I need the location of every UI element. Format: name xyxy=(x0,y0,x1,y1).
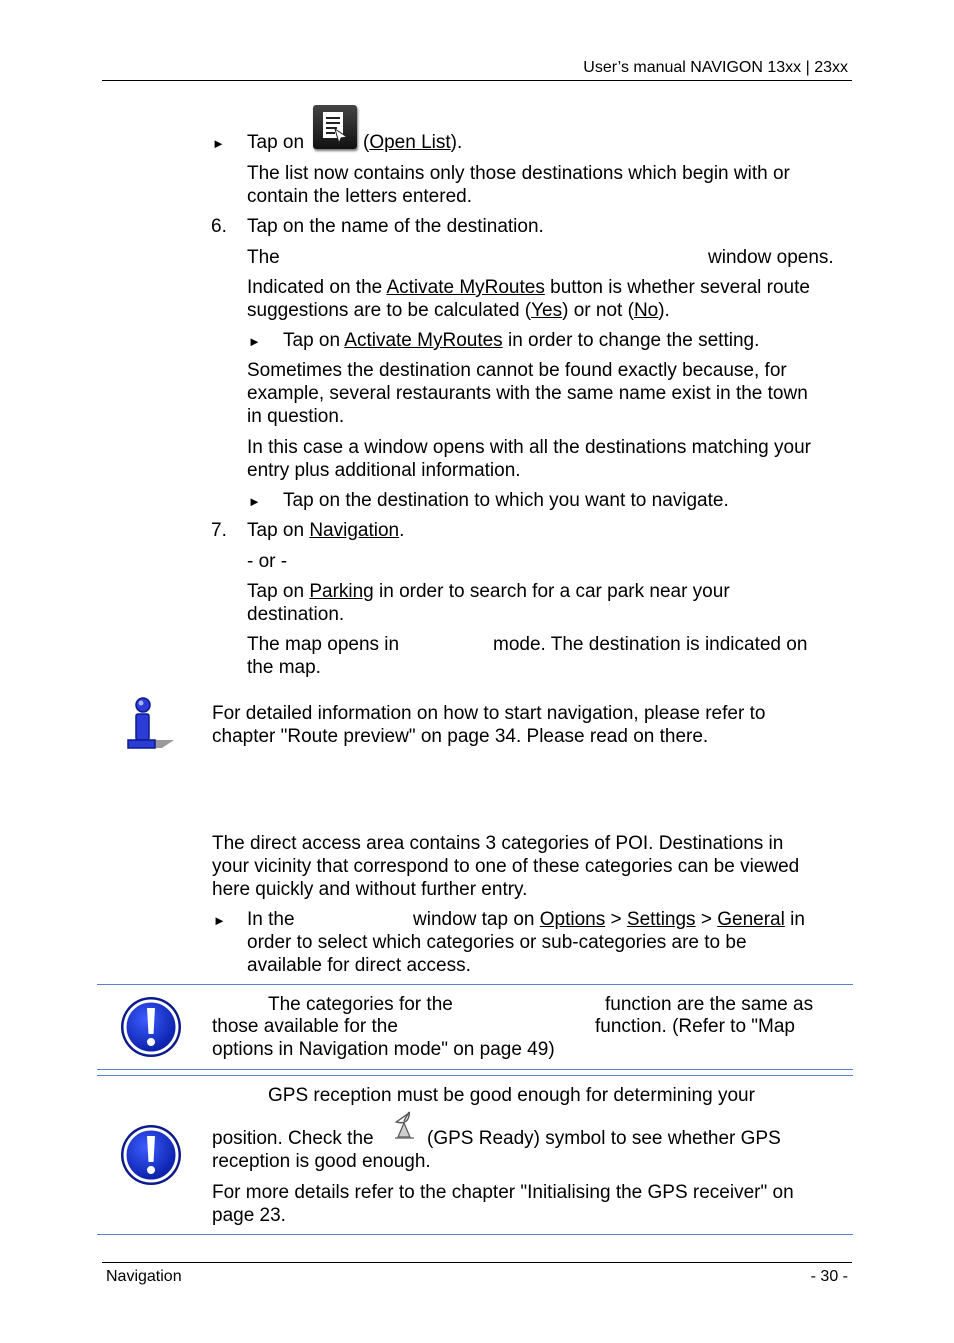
bullet-marker: ► xyxy=(248,494,261,509)
yes-link[interactable]: Yes xyxy=(531,300,563,321)
no-link[interactable]: No xyxy=(633,300,659,321)
note-2-top-rule xyxy=(97,1075,853,1076)
activate-myroutes-link[interactable]: Activate MyRoutes xyxy=(386,277,545,298)
list-info-line-1: The list now contains only those destinations which begin with or xyxy=(247,163,790,184)
path-separator: > xyxy=(610,909,622,930)
options-link[interactable]: Options xyxy=(539,909,606,930)
map-opens-pre: The map opens in xyxy=(247,634,400,655)
myroutes-line2-pre: suggestions are to be calculated ( xyxy=(247,300,532,321)
or-separator: - or - xyxy=(247,551,288,572)
note-1-line-2a: those available for the xyxy=(212,1016,398,1037)
note-2-more-line-1: For more details refer to the chapter "Initialising the GPS receiver" on xyxy=(212,1182,794,1203)
note-1-line-3: options in Navigation mode" on page 49) xyxy=(212,1039,555,1060)
myroutes-pre: Indicated on the xyxy=(247,277,383,298)
window-opens-post: window opens. xyxy=(708,247,834,268)
open-list-pre: Tap on xyxy=(247,132,305,153)
step-6-number: 6. xyxy=(211,216,227,237)
settings-post: in xyxy=(790,909,805,930)
path-separator: > xyxy=(700,909,712,930)
activate-myroutes-link[interactable]: Activate MyRoutes xyxy=(344,330,503,351)
settings-line-2: order to select which categories or sub-categories are to be xyxy=(247,932,747,953)
header-title: User’s manual NAVIGON 13xx | 23xx xyxy=(583,59,848,76)
note-1-line-2b: function. (Refer to "Map xyxy=(595,1016,796,1037)
step-7-post: . xyxy=(399,520,405,541)
settings-line-1 xyxy=(413,908,805,931)
parking-post: in order to search for a car park near your xyxy=(379,581,730,602)
note-2-line-1: GPS reception must be good enough for determining your xyxy=(268,1085,755,1106)
settings-line-3: available for direct access. xyxy=(247,955,471,976)
step-6-text: Tap on the name of the destination. xyxy=(247,216,544,237)
in-this-case-line-2: entry plus additional information. xyxy=(247,460,521,481)
tap-myroutes-post: in order to change the setting. xyxy=(507,330,760,351)
note-2-bottom-rule xyxy=(97,1234,853,1235)
note-1-bottom-rule xyxy=(97,1069,853,1070)
settings-link[interactable]: Settings xyxy=(626,909,696,930)
bullet-marker: ► xyxy=(213,913,226,928)
myroutes-line-1 xyxy=(247,276,810,299)
bullet-marker: ► xyxy=(248,334,261,349)
paren-close: ). xyxy=(450,132,463,153)
open-list-link[interactable]: Open List xyxy=(369,132,451,153)
note-1-top-rule xyxy=(97,984,853,985)
window-opens-pre: The xyxy=(247,247,280,268)
not-found-line-3: in question. xyxy=(247,406,345,427)
step-7-line xyxy=(247,519,404,542)
general-link[interactable]: General xyxy=(717,909,785,930)
direct-access-line-2: your vicinity that correspond to one of these categories can be viewed xyxy=(212,856,800,877)
step-7-number: 7. xyxy=(211,520,227,541)
footer-rule xyxy=(102,1262,852,1263)
parking-line-2: destination. xyxy=(247,604,345,625)
tap-myroutes-pre: Tap on xyxy=(283,330,341,351)
map-opens-post: mode. The destination is indicated on xyxy=(493,634,808,655)
note-2-line-2-post: (GPS Ready) symbol to see whether GPS xyxy=(427,1128,781,1149)
bullet-marker: ► xyxy=(212,136,225,151)
myroutes-end: ). xyxy=(658,300,670,321)
open-list-icon[interactable] xyxy=(313,105,357,149)
info-note-line-2: chapter "Route preview" on page 34. Please read on there. xyxy=(212,726,709,747)
page-number: - 30 - xyxy=(810,1268,848,1285)
exclamation-icon xyxy=(119,1123,185,1187)
step-7-pre: Tap on xyxy=(247,520,305,541)
parking-link[interactable]: Parking xyxy=(309,581,374,602)
note-2-line-2-pre: position. Check the xyxy=(212,1128,374,1149)
myroutes-mid: ) or not ( xyxy=(562,300,634,321)
parking-pre: Tap on xyxy=(247,581,305,602)
exclamation-icon xyxy=(119,995,185,1059)
list-info-line-2: contain the letters entered. xyxy=(247,186,472,207)
open-list-line xyxy=(247,131,304,154)
note-1-line-1b: function are the same as xyxy=(605,994,814,1015)
gps-ready-icon xyxy=(392,1109,418,1141)
settings-pre: In the xyxy=(247,909,295,930)
navigation-link[interactable]: Navigation xyxy=(309,520,400,541)
note-2-more-line-2: page 23. xyxy=(212,1205,286,1226)
direct-access-line-3: here quickly and without further entry. xyxy=(212,879,528,900)
parking-line-1 xyxy=(247,580,730,603)
open-list-label xyxy=(363,131,462,154)
in-this-case-line-1: In this case a window opens with all the destinations matching your xyxy=(247,437,811,458)
paren-open: ( xyxy=(363,132,370,153)
header-rule xyxy=(102,80,852,81)
not-found-line-2: example, several restaurants with the same name exist in the town xyxy=(247,383,808,404)
myroutes-post: button is whether several route xyxy=(550,277,810,298)
settings-mid: window tap on xyxy=(413,909,535,930)
tap-myroutes-line xyxy=(283,329,759,352)
direct-access-line-1: The direct access area contains 3 categories of POI. Destinations in xyxy=(212,833,784,854)
footer-section: Navigation xyxy=(106,1268,182,1285)
info-note-line-1: For detailed information on how to start navigation, please refer to xyxy=(212,703,766,724)
map-line-2: the map. xyxy=(247,657,321,678)
tap-destination-text: Tap on the destination to which you want to navigate. xyxy=(283,490,729,511)
not-found-line-1: Sometimes the destination cannot be found exactly because, for xyxy=(247,360,787,381)
info-icon xyxy=(122,696,178,756)
note-2-line-3: reception is good enough. xyxy=(212,1151,431,1172)
note-1-line-1a: The categories for the xyxy=(268,994,453,1015)
myroutes-line-2 xyxy=(247,299,670,322)
